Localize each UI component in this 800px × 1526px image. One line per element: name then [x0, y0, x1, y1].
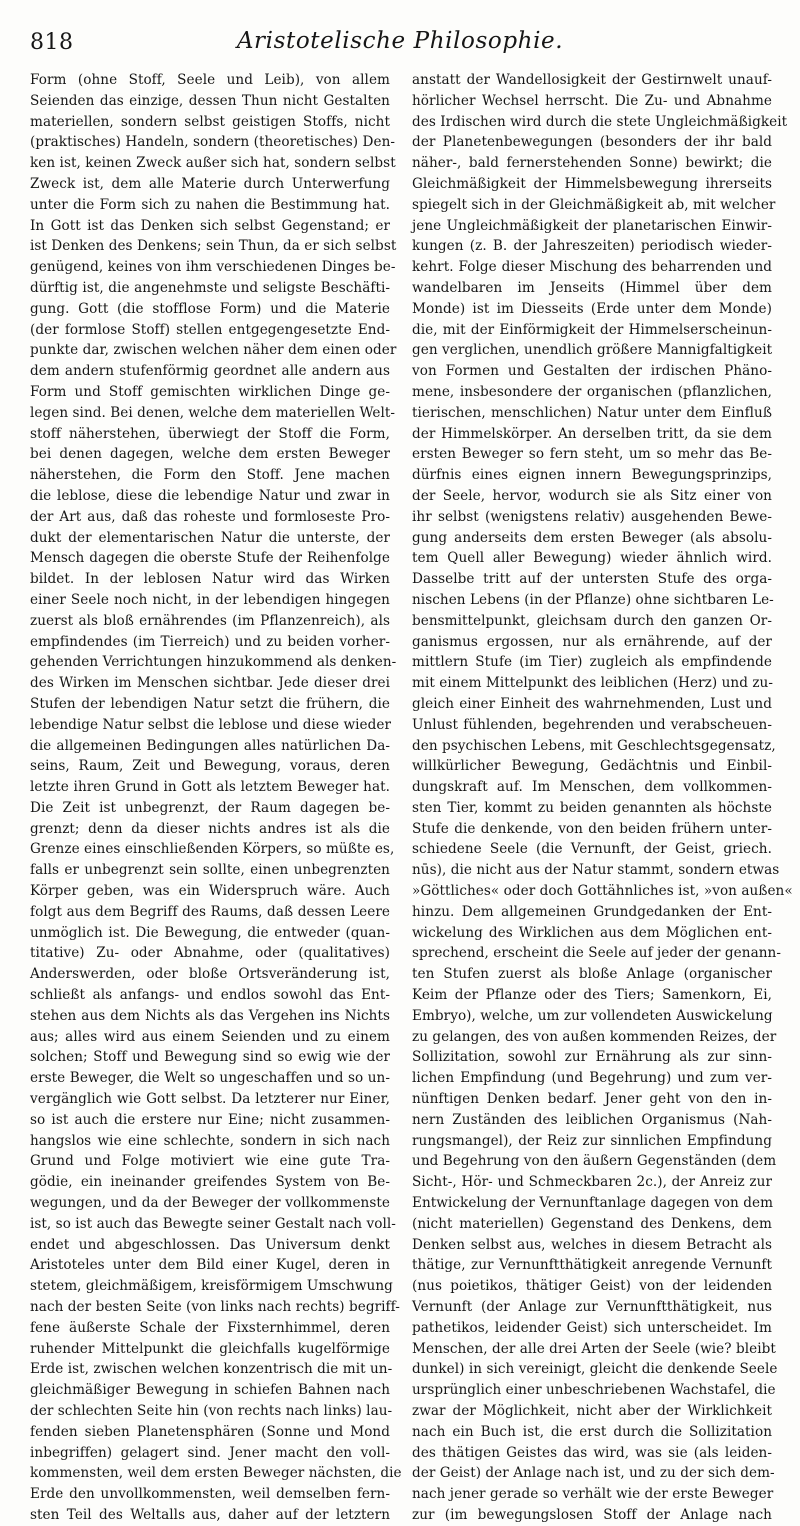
text-line: zur (im bewegungslosen Stoff der Anlage nach	[412, 1506, 772, 1523]
text-line: Monde) ist im Diesseits (Erde unter dem Monde)	[412, 300, 772, 317]
text-line: (praktisches) Handeln, sondern (theoretisches) Den-	[30, 134, 396, 151]
text-line: Körper geben, was ein Widerspruch wäre. Auch	[30, 883, 390, 900]
text-line: wegungen, und da der Beweger der vollkommenste	[30, 1195, 390, 1212]
right-column	[406, 70, 793, 1523]
text-line: vergänglich wie Gott selbst. Da letzterer nur Einer,	[30, 1091, 390, 1108]
text-line: zuerst als bloß ernährendes (im Pflanzenreich), als	[30, 612, 390, 629]
text-line: gung. Gott (die stofflose Form) und die Materie	[30, 300, 390, 317]
text-line: zwar der Möglichkeit, nicht aber der Wirklichkeit	[412, 1403, 772, 1419]
text-line: dukt der elementarischen Natur die unterste, der	[30, 529, 390, 546]
text-line: (nus poietikos, thätiger Geist) von der leidenden	[412, 1278, 772, 1295]
text-line: bei denen dagegen, welche dem ersten Beweger	[30, 446, 390, 463]
text-line: (nicht materiellen) Gegenstand des Denkens, dem	[412, 1215, 772, 1232]
text-line: stoff näherstehen, überwiegt der Stoff die Form,	[30, 425, 390, 442]
text-line: sprechend, erscheint die Seele auf jeder der genann-	[412, 945, 781, 962]
text-line: ihr selbst (wenigstens relativ) ausgehenden Bewe-	[412, 508, 772, 525]
text-line: folgt aus dem Begriff des Raums, daß dessen Leere	[30, 903, 390, 920]
text-line: Stufen der lebendigen Natur setzt die frühern, die	[30, 695, 390, 712]
text-line: stehen aus dem Nichts als das Vergehen ins Nichts	[30, 1007, 390, 1024]
text-line: ganismus ergossen, nur als ernährende, auf der	[412, 633, 772, 650]
text-line: legen sind. Bei denen, welche dem materiellen Welt-	[30, 404, 396, 421]
text-line: von Formen und Gestalten der irdischen Phäno-	[412, 363, 772, 380]
text-line: Unlust fühlenden, begehrenden und verabscheuen-	[412, 716, 772, 733]
text-line: Form (ohne Stoff, Seele und Leib), von allem	[30, 72, 390, 88]
text-line: dürftig ist, die angenehmste und seligste Beschäfti-	[30, 279, 390, 296]
text-line: fene äußerste Schale der Fixsternhimmel, deren	[30, 1319, 390, 1336]
text-line: dunkel) in sich vereinigt, gleicht die denkende Seele	[412, 1361, 778, 1378]
text-line: die, mit der Einförmigkeit der Himmelserscheinun-	[412, 321, 772, 338]
text-line: Mensch dagegen die oberste Stufe der Reihenfolge	[30, 550, 390, 567]
text-line: unter die Form sich zu nahen die Bestimmung hat.	[30, 196, 390, 213]
text-line: endet und abgeschlossen. Das Universum denkt	[30, 1236, 390, 1253]
text-line: Keim der Pflanze oder des Tiers; Samenkorn, Ei,	[412, 987, 772, 1004]
text-line: letzte ihren Grund in Gott als letztem Beweger hat.	[30, 779, 390, 796]
text-line: Zweck ist, dem alle Materie durch Unterwerfung	[30, 175, 390, 192]
text-line: genügend, keines von ihm verschiedenen Dinges be-	[30, 259, 396, 276]
text-line: jene Ungleichmäßigkeit der planetarischen Einwir-	[412, 217, 772, 234]
text-line: sten Tier, kommt zu beiden genannten als höchste	[412, 799, 772, 816]
text-line: näher-, bald fernerstehenden Sonne) bewirkt; die	[412, 155, 772, 172]
text-line: titative) Zu- oder Abnahme, oder (qualitatives)	[30, 945, 390, 962]
page-number: 818	[30, 30, 74, 55]
text-line: hangslos wie eine schlechte, sondern in sich nach	[30, 1132, 390, 1149]
text-line: bildet. In der leblosen Natur wird das Wirken	[30, 571, 390, 588]
text-line: der Himmelskörper. An derselben tritt, da sie dem	[412, 425, 772, 442]
text-line: gleich einer Einheit des wahrnehmenden, Lust und	[412, 695, 772, 712]
text-line: Aristoteles unter dem Bild einer Kugel, deren in	[30, 1257, 390, 1274]
text-line: ken ist, keinen Zweck außer sich hat, sondern selbst	[30, 155, 396, 172]
text-line: Anderswerden, oder bloße Ortsveränderung ist,	[30, 966, 390, 983]
text-line: erste Beweger, die Welt so ungeschaffen und so un-	[30, 1070, 390, 1087]
text-line: des Irdischen wird durch die stete Ungleichmäßigkeit	[412, 113, 788, 130]
text-line: inbegriffen) gelagert sind. Jener macht den voll-	[30, 1444, 390, 1461]
text-line: so ist auch die erstere nur Eine; nicht zusammen-	[30, 1111, 390, 1128]
text-line: willkürlicher Bewegung, Gedächtnis und Einbil-	[412, 758, 772, 775]
text-line: tierischen, menschlichen) Natur unter dem Einfluß	[412, 404, 772, 421]
text-line: schließt als anfangs- und endlos sowohl das Ent-	[30, 987, 390, 1004]
text-line: Stufe die denkende, von den beiden frühern unter-	[412, 820, 772, 837]
text-line: seins, Raum, Zeit und Bewegung, voraus, deren	[30, 758, 390, 775]
text-line: empfindendes (im Tierreich) und zu beiden vorher-	[30, 633, 390, 650]
text-line: Form und Stoff gemischten wirklichen Dinge ge-	[30, 383, 390, 400]
text-columns	[30, 70, 793, 1523]
text-line: falls er unbegrenzt sein sollte, einen unbegrenzten	[30, 862, 390, 879]
text-line: dem andern stufenförmig geordnet alle andern aus	[30, 363, 390, 380]
text-line: thätige, zur Vernunftthätigkeit anregende Vernunft	[412, 1257, 772, 1274]
text-line: Vernunft (der Anlage zur Vernunftthätigkeit, nus	[412, 1299, 772, 1316]
text-line: Entwickelung der Vernunftanlage dagegen von dem	[412, 1195, 774, 1212]
text-line: der schlechten Seite hin (von rechts nach links) lau-	[30, 1403, 393, 1419]
text-line: einer Seele noch nicht, in der lebendigen hingegen	[30, 591, 390, 608]
text-line: ursprünglich einer unbeschriebenen Wachstafel, die	[412, 1382, 776, 1399]
text-line: und Begehrung von den äußern Gegenständen (dem	[412, 1153, 777, 1170]
text-line: fenden sieben Planetensphären (Sonne und Mond	[30, 1423, 390, 1440]
text-line: nach der besten Seite (von links nach rechts) begriff-	[30, 1299, 400, 1316]
text-line: »Göttliches« oder doch Gottähnliches ist, »von außen«	[412, 883, 793, 900]
text-line: der Geist) der Anlage nach ist, und zu der sich dem-	[412, 1465, 775, 1482]
text-line: grenzt; denn da dieser nichts andres ist als die	[30, 820, 390, 837]
text-line: gleichmäßiger Bewegung in schiefen Bahnen nach	[30, 1382, 390, 1399]
text-line: Sicht-, Hör- und Schmeckbaren 2c.), der Anreiz zur	[412, 1174, 772, 1191]
text-line: ist Denken des Denkens; sein Thun, da er sich selbst	[30, 238, 397, 255]
text-line: hinzu. Dem allgemeinen Grundgedanken der Ent-	[412, 903, 772, 920]
text-line: sten Teil des Weltalls aus, daher auf der letztern	[30, 1506, 390, 1523]
text-line: solchen; Stoff und Bewegung sind so ewig wie der	[30, 1049, 390, 1066]
text-line: mit einem Mittelpunkt des leiblichen (Herz) und zu-	[412, 675, 773, 692]
text-line: gödie, ein ineinander greifendes System von Be-	[30, 1174, 390, 1191]
text-line: Grund und Folge motiviert wie eine gute Tra-	[30, 1153, 390, 1170]
text-line: Erde ist, zwischen welchen konzentrisch die mit un-	[30, 1361, 393, 1378]
text-line: Sollizitation, sowohl zur Ernährung als zur sinn-	[412, 1049, 772, 1066]
text-line: den psychischen Lebens, mit Geschlechtsgegensatz,	[412, 737, 776, 754]
text-line: aus; alles wird aus einem Seienden und zu einem	[30, 1028, 390, 1045]
text-line: näherstehen, die Form den Stoff. Jene machen	[30, 467, 390, 484]
text-line: Denken selbst aus, welches in diesem Betracht als	[412, 1236, 772, 1253]
text-line: ersten Beweger so fern steht, um so mehr das Be-	[412, 446, 772, 463]
text-line: mittlern Stufe (im Tier) zugleich als empfindende	[412, 654, 772, 671]
text-line: In Gott ist das Denken sich selbst Gegenstand; er	[30, 217, 390, 234]
text-line: ruhender Mittelpunkt die gleichfalls kugelförmige	[30, 1340, 390, 1357]
text-line: der Seele, hervor, wodurch sie als Sitz einer von	[412, 487, 772, 504]
text-line: des Wirken im Menschen sichtbar. Jede dieser drei	[30, 675, 390, 692]
left-column	[30, 70, 402, 1523]
text-line: unmöglich ist. Die Bewegung, die entweder (quan-	[30, 924, 390, 941]
text-line: nischen Lebens (in der Pflanze) ohne sichtbaren Le-	[412, 591, 774, 608]
text-line: gen verglichen, unendlich größere Mannigfaltigkeit	[412, 342, 773, 359]
text-line: Grenze eines einschließenden Körpers, so müßte es,	[30, 841, 395, 858]
text-line: des thätigen Geistes das wird, was sie (als leiden-	[412, 1444, 772, 1461]
text-line: dungskraft auf. Im Menschen, dem vollkommen-	[412, 779, 772, 796]
text-line: gung anderseits dem ersten Beweger (als absolu-	[412, 529, 772, 546]
text-line: dürfnis eines eignen innern Bewegungsprinzips,	[412, 467, 772, 484]
text-line: lichen Empfindung (und Begehrung) und zum ver-	[412, 1070, 772, 1087]
text-line: nach ein Buch ist, die erst durch die Sollizitation	[412, 1423, 772, 1440]
text-line: hörlicher Wechsel herrscht. Die Zu- und Abnahme	[412, 92, 772, 109]
text-line: der Planetenbewegungen (besonders der ihr bald	[412, 134, 772, 151]
text-line: zu gelangen, des von außen kommenden Reizes, der	[412, 1028, 777, 1045]
text-line: punkte dar, zwischen welchen näher dem einen oder	[30, 342, 397, 359]
text-line: materiellen, sondern selbst geistigen Stoffs, nicht	[30, 113, 390, 130]
text-line: anstatt der Wandellosigkeit der Gestirnwelt unauf-	[412, 72, 772, 88]
text-line: rungsmangel), der Reiz zur sinnlichen Empfindung	[412, 1132, 772, 1149]
text-line: Die Zeit ist unbegrenzt, der Raum dagegen be-	[30, 799, 390, 816]
page-header	[30, 24, 770, 60]
text-line: Gleichmäßigkeit der Himmelsbewegung ihrerseits	[412, 175, 772, 192]
text-line: der Art aus, daß das roheste und formloseste Pro-	[30, 508, 390, 525]
text-line: kommensten, weil dem ersten Beweger nächsten, die	[30, 1465, 402, 1482]
text-line: schiedene Seele (die Vernunft, der Geist, griech.	[412, 841, 772, 858]
text-line: Dasselbe tritt auf der untersten Stufe des orga-	[412, 571, 772, 588]
text-line: bensmittelpunkt, gleichsam durch den ganzen Or-	[412, 612, 772, 629]
text-line: nūs), die nicht aus der Natur stammt, sondern etwas	[412, 862, 780, 879]
text-line: die leblose, diese die lebendige Natur und zwar in	[30, 487, 390, 504]
text-line: ist, so ist auch das Bewegte seiner Gestalt nach voll-	[30, 1215, 396, 1232]
text-line: wickelung des Wirklichen aus dem Möglichen ent-	[412, 924, 772, 941]
text-line: nünftigen Denken bedarf. Jener geht von den in-	[412, 1091, 772, 1108]
text-line: wandelbaren im Jenseits (Himmel über dem	[412, 279, 772, 296]
text-line: Menschen, der alle drei Arten der Seele (wie? bleibt	[412, 1340, 776, 1357]
text-line: die allgemeinen Bedingungen alles natürlichen Da-	[30, 737, 390, 754]
text-line: spiegelt sich in der Gleichmäßigkeit ab, mit welcher	[412, 196, 776, 213]
text-line: tem Quell aller Bewegung) wieder ähnlich wird.	[412, 550, 772, 567]
text-line: gehenden Verrichtungen hinzukommend als denken-	[30, 654, 397, 671]
text-line: nern Zuständen des leiblichen Organismus (Nah-	[412, 1111, 772, 1128]
text-line: lebendige Natur selbst die leblose und diese wieder	[30, 716, 392, 733]
text-line: pathetikos, leidender Geist) sich unterscheidet. Im	[412, 1319, 772, 1336]
text-line: kehrt. Folge dieser Mischung des beharrenden und	[412, 259, 772, 276]
text-line: stetem, gleichmäßigem, kreisförmigem Umschwung	[30, 1278, 393, 1295]
text-line: mene, insbesondere der organischen (pflanzlichen,	[412, 383, 772, 400]
text-line: (der formlose Stoff) stellen entgegengesetzte End-	[30, 321, 390, 338]
text-line: kungen (z. B. der Jahreszeiten) periodisch wieder-	[412, 238, 772, 255]
text-line: nach jener gerade so verhält wie der erste Beweger	[412, 1486, 774, 1503]
text-line: Embryo), welche, um zur vollendeten Auswickelung	[412, 1007, 773, 1024]
text-line: Erde den unvollkommensten, weil demselben fern-	[30, 1486, 390, 1503]
text-line: ten Stufen zuerst als bloße Anlage (organischer	[412, 966, 772, 983]
text-line: Seienden das einzige, dessen Thun nicht Gestalten	[30, 92, 390, 109]
running-title: Aristotelische Philosophie.	[236, 28, 564, 54]
